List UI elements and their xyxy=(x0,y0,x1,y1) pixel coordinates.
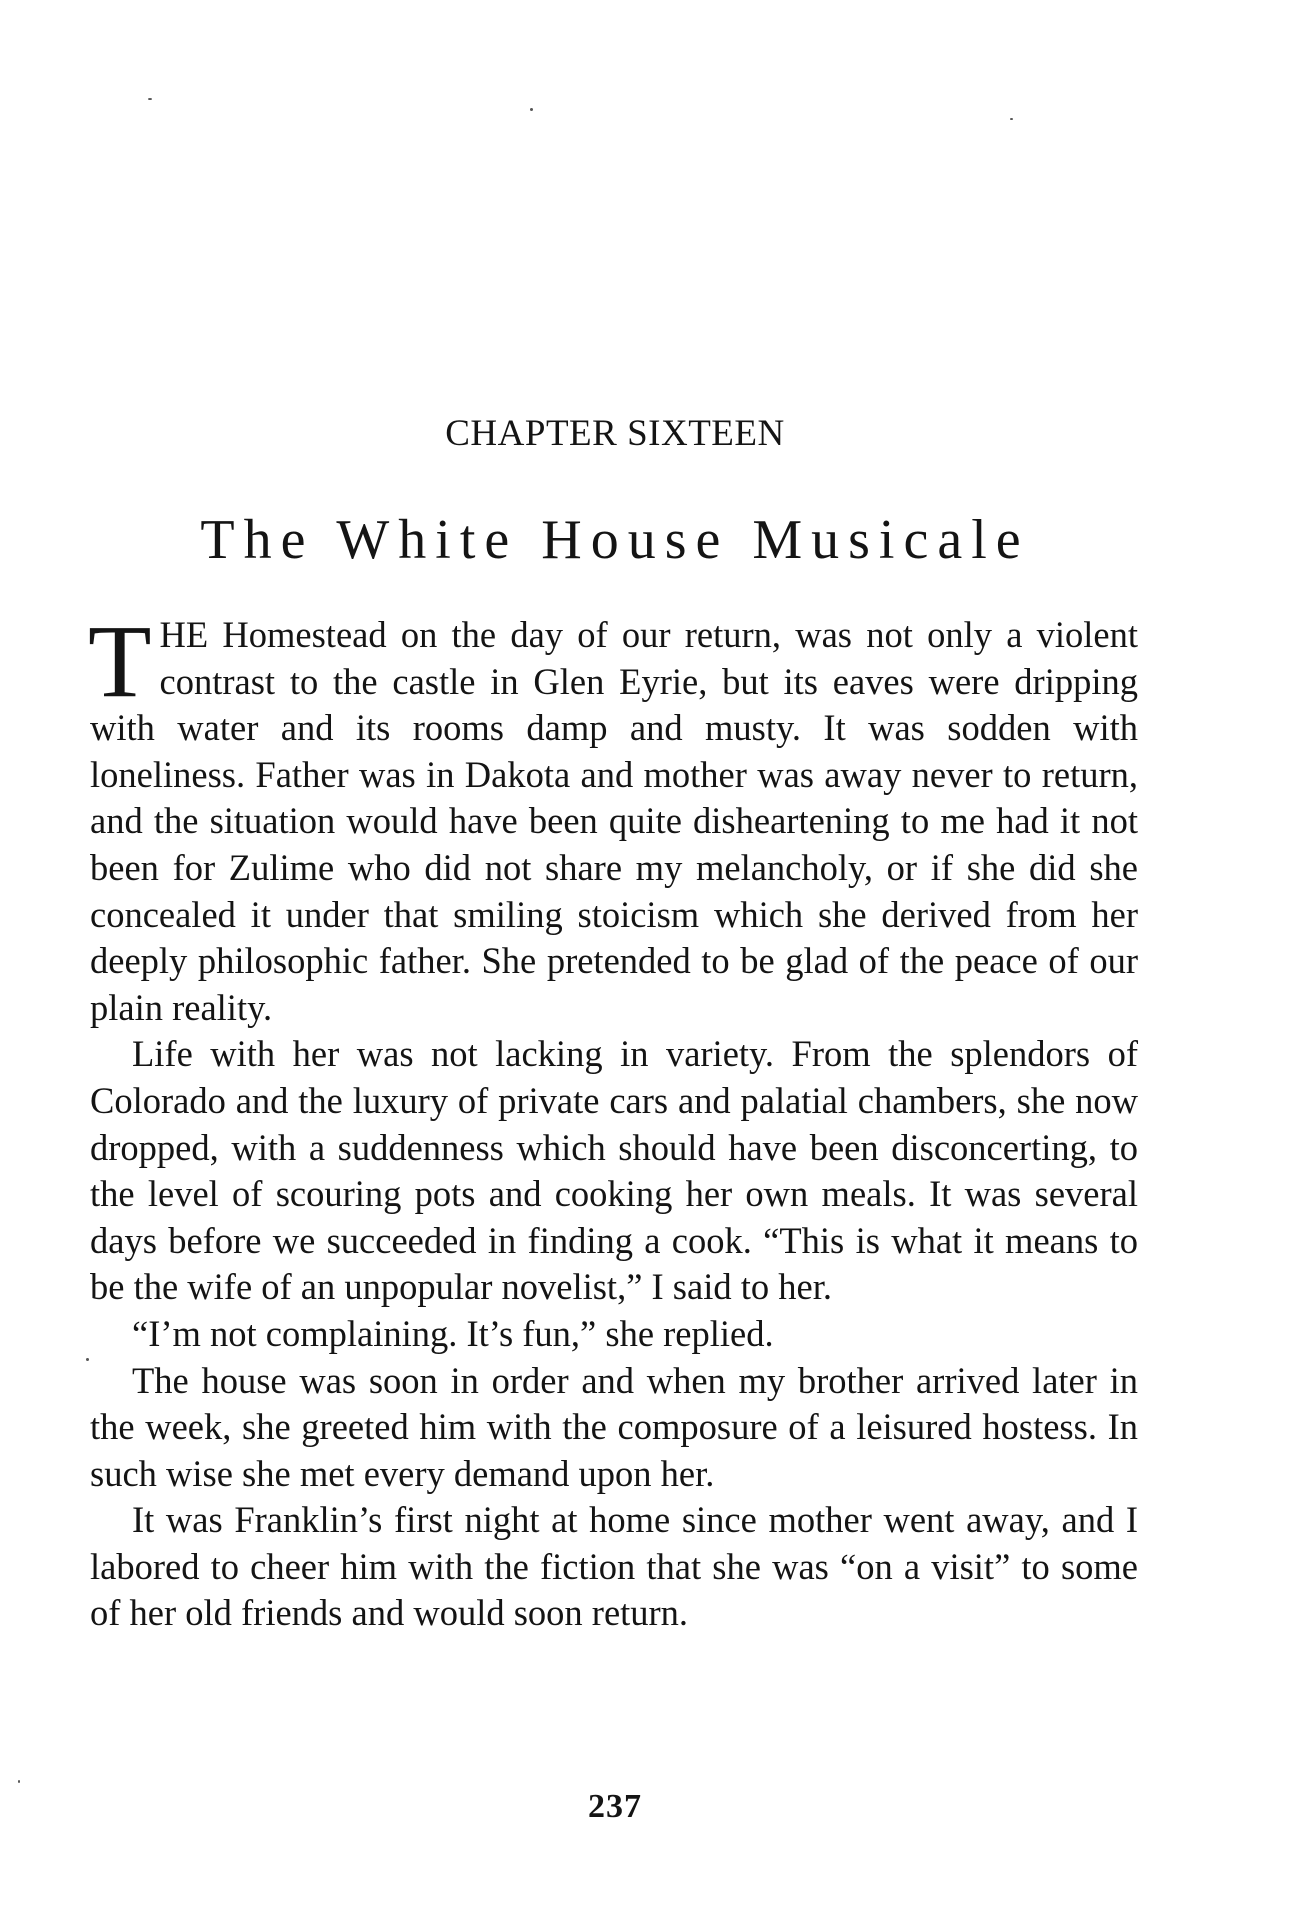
drop-cap: T xyxy=(88,604,152,719)
scan-speck xyxy=(18,1780,20,1783)
scan-speck xyxy=(86,1358,89,1361)
scan-speck xyxy=(148,98,152,100)
chapter-title: The White House Musicale xyxy=(200,509,1030,571)
paragraph-2: Life with her was not lacking in variety. From the splendors of Colorado and the luxury of private cars and palatial chambers, she now dropped, with a suddenness which should have been disconcerting, to the level of scouring pots and cooking her own meals. It was several days before we succeeded in finding a cook. “This is what it means to be the wife of an unpopular novelist,” I said to her. xyxy=(90,1033,1138,1308)
paragraph-3: “I’m not complaining. It’s fun,” she replied. xyxy=(132,1312,774,1354)
page-number: 237 xyxy=(588,1788,642,1825)
body-text xyxy=(88,604,1138,1637)
paragraph-1 xyxy=(88,604,1138,1031)
paragraph-1-text: HE Homestead on the day of our return, was not only a violent contrast to the castle in Glen Eyrie, but its eaves were dripping with water and its rooms damp and musty. It was sodden with loneliness. Father was in Dakota and mother was away never to return, and the situation would have been quite disheartening to me had it not been for Zulime who did not share my melancholy, or if she did she concealed it under that smiling stoicism which she derived from her deeply philosophic father. She pretended to be glad of the peace of our plain reality. xyxy=(90,614,1138,1028)
scan-speck xyxy=(1010,118,1013,120)
chapter-number-heading: CHAPTER SIXTEEN xyxy=(445,413,785,454)
paragraph-4: The house was soon in order and when my brother arrived later in the week, she greeted him with the composure of a leisured hostess. In such wise she met every demand upon her. xyxy=(90,1359,1138,1494)
paragraph-5: It was Franklin’s first night at home since mother went away, and I labored to cheer him with the fiction that she was “on a visit” to some of her old friends and would soon return. xyxy=(90,1499,1138,1634)
scan-speck xyxy=(530,108,533,111)
